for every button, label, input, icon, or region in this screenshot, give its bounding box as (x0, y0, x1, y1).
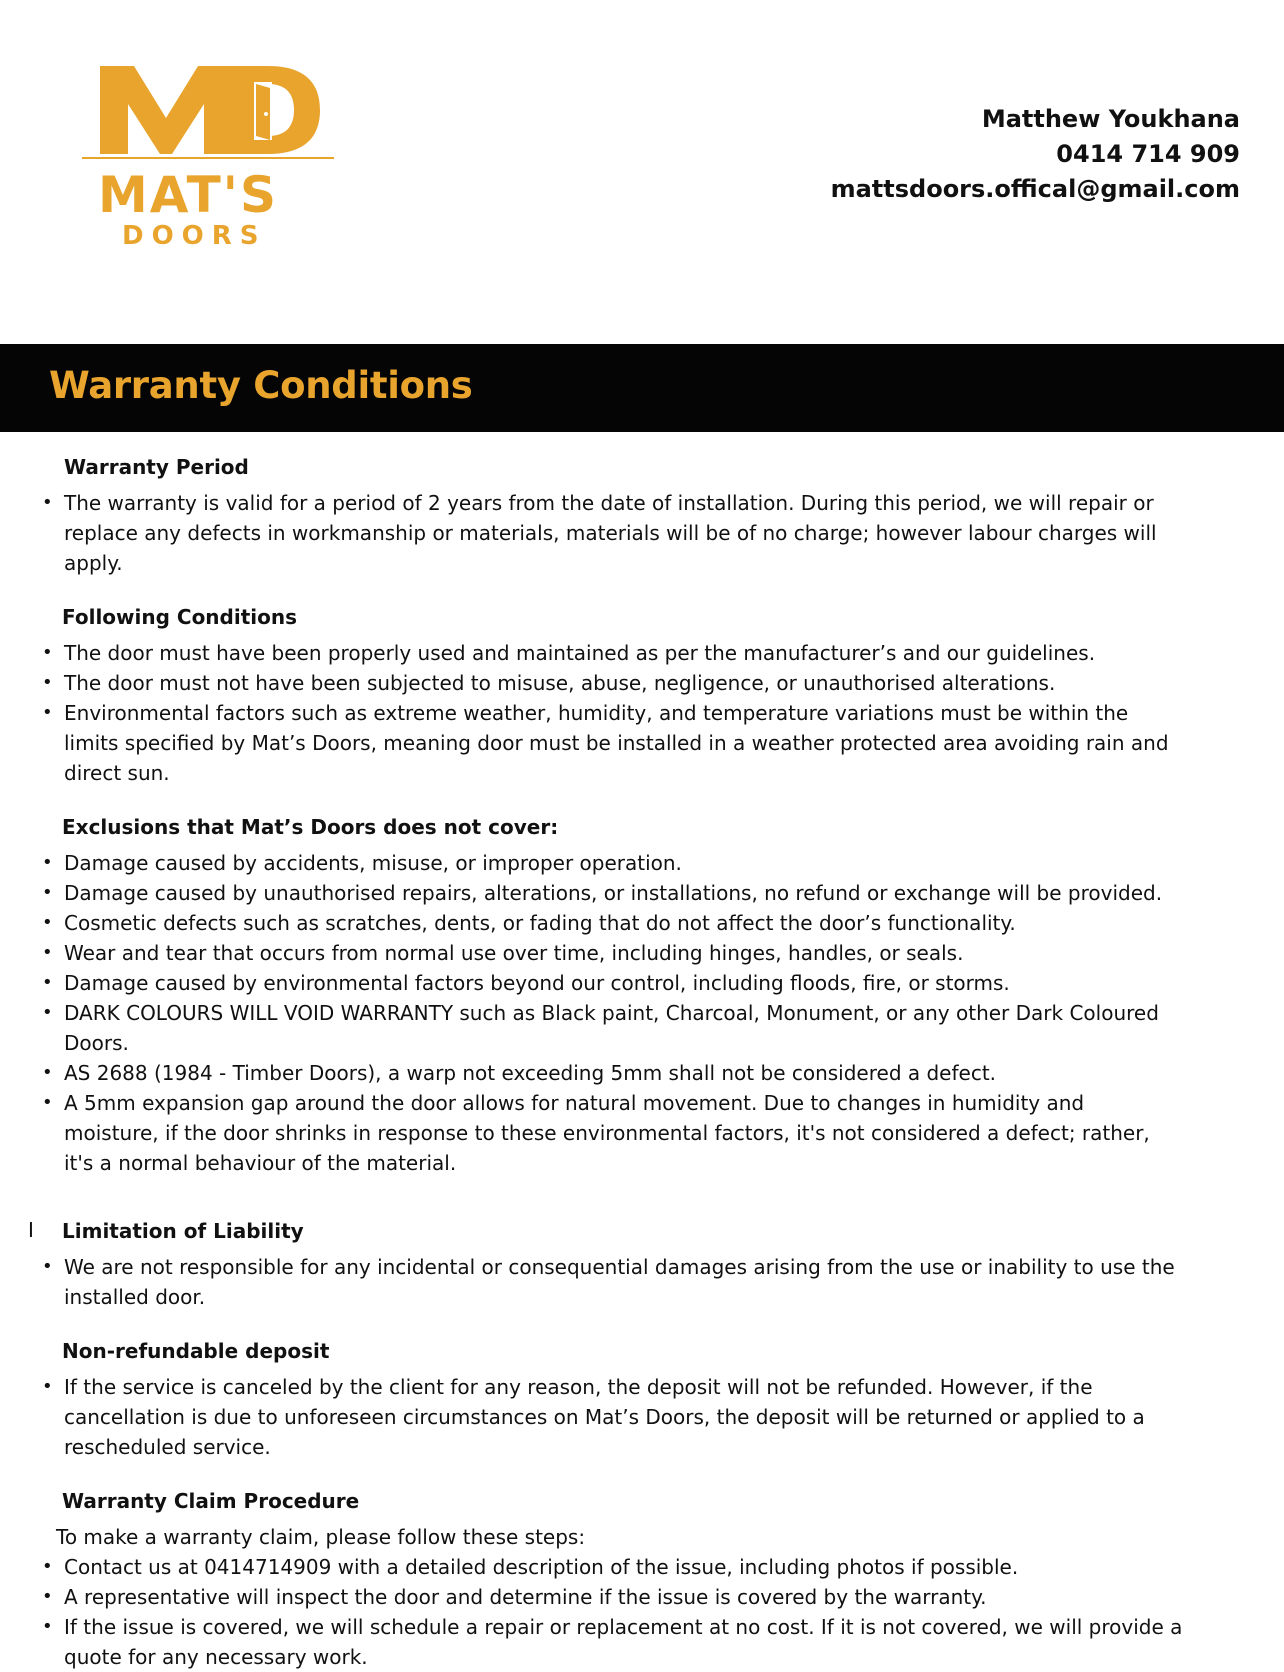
logo-mark-icon (82, 66, 334, 254)
list-item: • Wear and tear that occurs from normal use over time, including hinges, handles, or seals. (42, 941, 964, 965)
section-intro: To make a warranty claim, please follow these steps: (56, 1525, 586, 1549)
list-item: • Contact us at 0414714909 with a detailed description of the issue, including photos if possible. (42, 1555, 1019, 1579)
list-item: • DARK COLOURS WILL VOID WARRANTY such as Black paint, Charcoal, Monument, or any other Dark Coloured Doors. (42, 1001, 1159, 1055)
list-item: • If the service is canceled by the client for any reason, the deposit will not be refunded. However, if the cancellation is due to unforeseen circumstances on Mat’s Doors, the deposit will be returned or applied to a rescheduled service. (42, 1375, 1145, 1459)
list-item: • The door must not have been subjected to misuse, abuse, negligence, or unauthorised alterations. (42, 671, 1056, 695)
document-body (0, 452, 1284, 1672)
section-warranty-claim-procedure (0, 1486, 1284, 1672)
contact-name: Matthew Youkhana (981, 105, 1240, 133)
contact-phone: 0414 714 909 (1056, 140, 1240, 168)
title-banner (0, 344, 1284, 432)
list-item: • Cosmetic defects such as scratches, dents, or fading that do not affect the door’s functionality. (42, 911, 1016, 935)
list-item: • A 5mm expansion gap around the door allows for natural movement. Due to changes in humidity and moisture, if the door shrinks in response to these environmental factors, it's not considered a defect; rather, it's a normal behaviour of the material. (42, 1091, 1150, 1175)
section-exclusions (0, 812, 1284, 1178)
section-heading: Following Conditions (62, 605, 298, 629)
list-item: • A representative will inspect the door and determine if the issue is covered by the warranty. (42, 1585, 987, 1609)
list-item: • We are not responsible for any incidental or consequential damages arising from the use or inability to use the installed door. (42, 1255, 1175, 1309)
list-item: • Damage caused by unauthorised repairs, alterations, or installations, no refund or exchange will be provided. (42, 881, 1163, 905)
list-item: • Damage caused by environmental factors beyond our control, including floods, fire, or storms. (42, 971, 1010, 995)
section-heading: Warranty Claim Procedure (62, 1489, 360, 1513)
section-non-refundable-deposit (0, 1336, 1284, 1462)
svg-text:MAT'S: MAT'S (98, 166, 278, 224)
contact-email: mattsdoors.offical@gmail.com (830, 175, 1240, 203)
svg-text:DOORS: DOORS (122, 221, 267, 251)
section-heading: Warranty Period (64, 455, 249, 479)
section-limitation-of-liability (0, 1216, 1284, 1312)
list-item: • Damage caused by accidents, misuse, or improper operation. (42, 851, 682, 875)
list-item: • AS 2688 (1984 - Timber Doors), a warp not exceeding 5mm shall not be considered a defect. (42, 1061, 997, 1085)
section-following-conditions (0, 602, 1284, 788)
stray-mark: I (28, 1218, 34, 1242)
list-item: • The warranty is valid for a period of 2 years from the date of installation. During this period, we will repair or replace any defects in workmanship or materials, materials will be of no charge; however labour charges will apply. (42, 491, 1157, 575)
section-heading: Exclusions that Mat’s Doors does not cover: (62, 815, 559, 839)
section-warranty-period (0, 452, 1284, 578)
company-logo (82, 66, 334, 254)
list-item: • If the issue is covered, we will schedule a repair or replacement at no cost. If it is not covered, we will provide a quote for any necessary work. (42, 1615, 1183, 1669)
page-title: Warranty Conditions (49, 364, 473, 407)
list-item: • The door must have been properly used and maintained as per the manufacturer’s and our guidelines. (42, 641, 1096, 665)
section-heading: Limitation of Liability (62, 1219, 304, 1243)
list-item: • Environmental factors such as extreme weather, humidity, and temperature variations must be within the limits specified by Mat’s Doors, meaning door must be installed in a weather protected area avoiding rain and direct sun. (42, 701, 1169, 785)
section-heading: Non-refundable deposit (62, 1339, 330, 1363)
contact-block (831, 102, 1240, 207)
